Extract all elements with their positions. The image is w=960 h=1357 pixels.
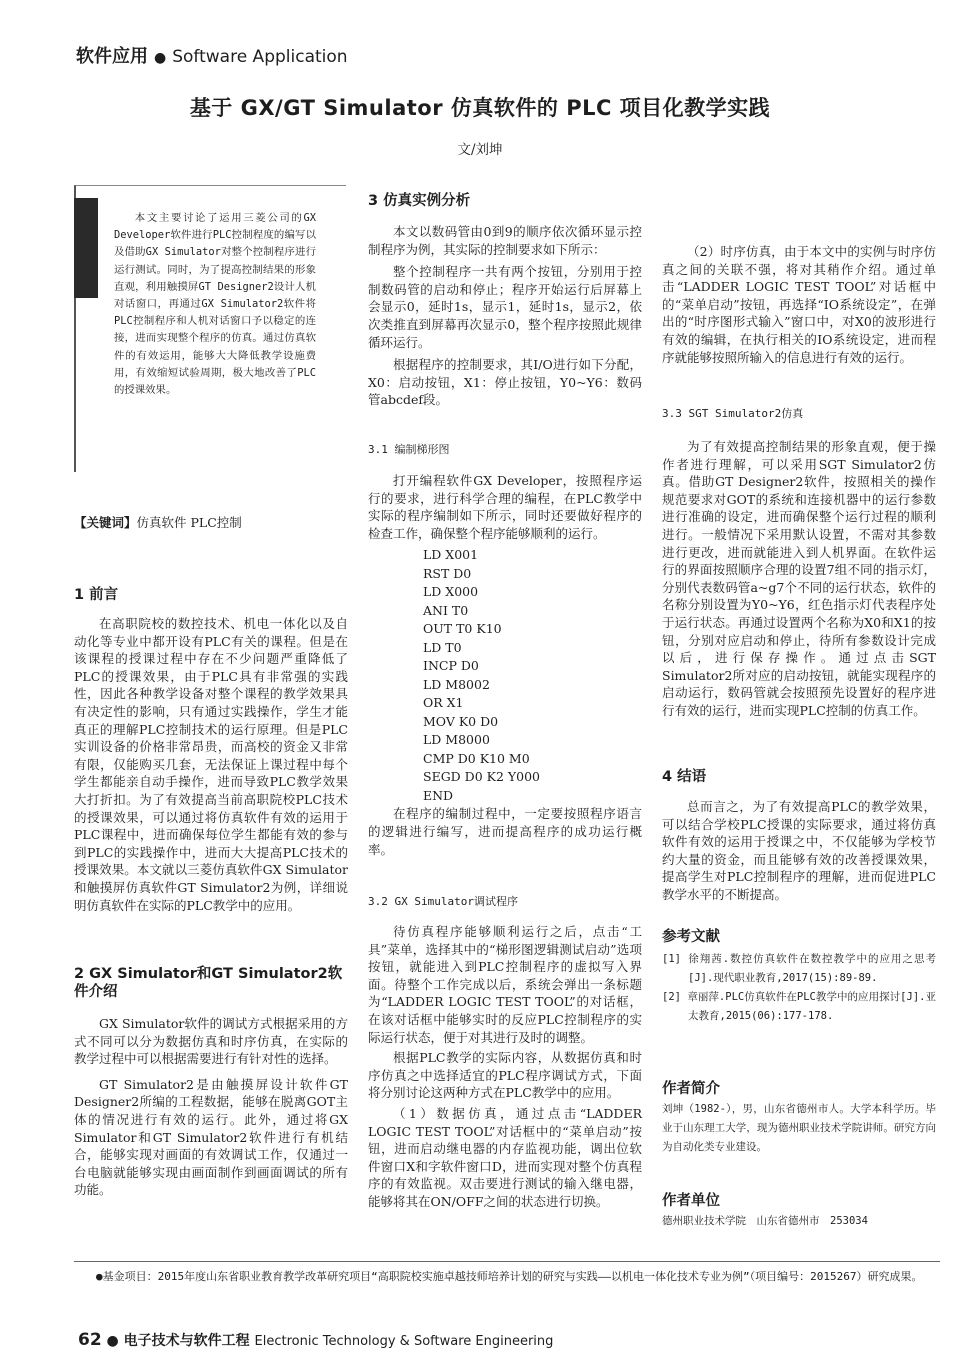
heading-s32: 3.2 GX Simulator调试程序 [368,895,518,908]
journal-name-cn: 电子技术与软件工程 [123,1333,250,1349]
code-line: SEGD D0 K2 Y000 [423,769,540,785]
code-line: ANI T0 [423,602,469,618]
code-line: INCP D0 [423,658,479,674]
paragraph: 待仿真程序能够顺利运行之后，点击“工具”菜单，选择其中的“梯形图逻辑测试启动”选项按钮，就能进入到PLC控制程序的虚拟写入界面。待整个工作完成以后，系统会弹出一条标题为“LADDER LOGIC TEST TOOL”的对话框，在该对话框中能够实时的反应PLC控制程序的实际运行状态，便于对其进行及时的调整。 [368,924,642,1045]
paragraph: （1）数据仿真，通过点击“LADDER LOGIC TEST TOOL”对话框中的“菜单启动”按钮，进而启动继电器的内存监视功能，调出位软件窗口X和字软件窗口D，进而实现对整个仿真程序的有效监视。双击要进行测试的输入继电器，能够将其在ON/OFF之间的状态进行切换。 [368,1105,642,1209]
s32-body-cont [662,243,936,366]
s32-body [368,923,642,1211]
paragraph: 在高职院校的数控技术、机电一体化以及自动化等专业中都开设有PLC有关的课程。但是在该课程的授课过程中存在不少问题严重降低了PLC的授课效果，由于PLC具有非常强的实践性，因此各种教学设备对整个课程的教学效果具有决定性的影响，只有通过实践操作，学生才能真正的理解PLC控制技术的运行原理。但是PLC实训设备的价格非常昂贵，而高校的资金又非常有限，仅能购买几套，无法保证上课过程中每个学生都能亲自动手操作，进而导致PLC教学效果大打折扣。为了有效提高当前高职院校PLC技术的授课效果，可以通过将仿真软件有效的运用于PLC课程中，进而确保每位学生都能有效的参与到PLC的实践操作中，进而大大提高PLC技术的授课效果。本文就以三菱仿真软件GX Simulator和触摸屏仿真软件GT Simulator2为例，详细说明仿真软件在实际的PLC教学中的应用。 [74,616,348,913]
code-line: MOV K0 D0 [423,713,499,729]
keywords-label: 【关键词】 [74,515,137,530]
s2-body [74,1015,348,1199]
paragraph: 本文以数码管由0到9的顺序依次循环显示控制程序为例，其实际的控制要求如下所示： [368,224,642,257]
reference-item: [1] 徐翔茜.数控仿真软件在数控教学中的应用之思考[J].现代职业教育,2017(15):89-89. [662,953,936,984]
keywords [74,513,242,531]
s33-body [662,438,936,720]
paragraph: 为了有效提高控制结果的形象直观，便于操作者进行理解，可以采用SGT Simulator2仿真。借助GT Designer2软件，按照相关的操作规范要求对GOT的系统和连接机器中的运行参数进行准确的设定，进而确保整个运行过程的顺利进行。一般情况下采用默认设置，不需对其参数进行更改，进而就能进入到人机界面。在软件运行的界面按照顺序合理的设置7组不同的指示灯，分别代表数码管a~g7个不同的运行状态，软件的名称分别设置为Y0~Y6，红色指示灯代表程序处于运行状态。再通过设置两个名称为X0和X1的按钮，分别对应启动和停止，待所有参数设计完成以后，进行保存操作。通过点击SGT Simulator2所对应的启动按钮，就能实现程序的启动运行，数码管就会按照预先设置好的程序进行有效的运行，进而实现PLC控制的仿真工作。 [662,439,936,718]
author-bio [662,1100,936,1157]
s3-body [368,223,642,409]
paragraph: 总而言之，为了有效提高PLC的教学效果，可以结合学校PLC授课的实际要求，通过将仿真软件有效的运用于授课之中，不仅能够为学校节约大量的资金，而且能够有效的改善授课效果，提高学生对PLC控制程序的理解，进而促进PLC教学水平的不断提高。 [662,799,936,902]
code-line: CMP D0 K10 M0 [423,750,530,766]
fund-note: ●基金项目：2015年度山东省职业教育教学改革研究项目“高职院校实施卓越技师培养计划的研究与实践——以机电一体化技术专业为例”（项目编号：2015267）研究成果。 [96,1270,923,1283]
article-title: 基于 GX/GT Simulator 仿真软件的 PLC 项目化教学实践 [189,96,771,120]
s31-body [368,472,642,858]
section-name-en: Software Application [172,47,348,67]
keywords-text: 仿真软件 PLC控制 [136,515,242,530]
paragraph: 在程序的编制过程中，一定要按照程序语言的逻辑进行编写，进而提高程序的成功运行概率。 [368,806,642,857]
paragraph: 根据程序的控制要求，其I/O进行如下分配，X0：启动按钮，X1：停止按钮，Y0~Y6：数码管abcdef段。 [368,357,642,408]
bullet-icon: ● [154,50,167,66]
code-line: LD M8002 [423,676,490,692]
heading-s3: 3 仿真实例分析 [368,193,471,209]
paragraph: GX Simulator软件的调试方式根据采用的方式不同可以分为数据仿真和时序仿真，在实际的教学过程中可以根据需要进行有针对性的选择。 [74,1016,348,1067]
author-bio-heading: 作者简介 [662,1081,720,1097]
page-footer [78,1330,553,1350]
code-line: END [423,787,454,803]
affiliation [662,1212,936,1231]
heading-s31: 3.1 编制梯形图 [368,443,450,456]
heading-s4: 4 结语 [662,769,707,785]
article-author: 文/刘坤 [457,142,503,158]
paragraph: 打开编程软件GX Developer，按照程序运行的要求，进行科学合理的编程，在PLC教学中实际的程序编制如下所示，同时还要做好程序的检查工作，确保整个程序能够顺利的运行。 [368,473,642,541]
references-heading: 参考文献 [662,929,720,945]
abstract: 本文主要讨论了运用三菱公司的GX Developer软件进行PLC控制程度的编写以及借助GX Simulator对整个控制程序进行运行测试。同时，为了提高控制结果的形象直观，利用触摸屏GT Designer2设计人机对话窗口，再通过GX Simulator2软件将PLC控制程序和人机对话窗口予以稳定的连接，进而实现整个程序的仿真。通过仿真软件的有效运用，能够大大降低教学设施费用，有效缩短试验周期，极大地改善了PLC的授课效果。 [114,212,316,397]
references-list [662,950,936,1026]
s4-body [662,798,936,904]
heading-s33: 3.3 SGT Simulator2仿真 [662,407,804,420]
page-number: 62 [78,1330,102,1350]
author-bio-text: 刘坤（1982-），男，山东省德州市人。大学本科学历。毕业于山东理工大学，现为德州职业技术学院讲师。研究方向为自动化类专业建设。 [662,1103,936,1153]
section-name-cn: 软件应用 [76,46,148,67]
code-line: LD M8000 [423,732,490,748]
code-listing [368,546,642,805]
journal-name-en: Electronic Technology & Software Engineering [254,1334,554,1349]
s1-body [74,615,348,914]
code-line: OR X1 [423,695,464,711]
code-line: OUT T0 K10 [423,621,502,637]
heading-s1: 1 前言 [74,587,119,603]
abstract-tab [74,198,98,298]
footer-divider [74,1261,940,1262]
paragraph: （2）时序仿真，由于本文中的实例与时序仿真之间的关联不强，将对其稍作介绍。通过单击“LADDER LOGIC TEST TOOL”对话框中的“菜单启动”按钮，再选择“IO系统设定”，在弹出的“时序图形式输入”窗口中，对X0的波形进行有效的编辑，在执行相关的IO系统设定，进而程序就能够按照所输入的信息进行有效的运行。 [662,244,936,365]
paragraph: 根据PLC教学的实际内容，从数据仿真和时序仿真之中选择适宜的PLC程序调试方式，下面将分别讨论这两种方式在PLC教学中的应用。 [368,1050,642,1101]
bullet-icon: ● [106,1333,119,1349]
paragraph: 整个控制程序一共有两个按钮，分别用于控制数码管的启动和停止；程序开始运行后屏幕上会显示0，延时1s，显示1，延时1s，显示2，依次类推直到屏幕再次显示0，整个程序按照此规律循环运行。 [368,264,642,350]
code-line: LD T0 [423,639,462,655]
code-line: RST D0 [423,565,472,581]
affiliation-heading: 作者单位 [662,1193,720,1209]
paragraph: GT Simulator2是由触摸屏设计软件GT Designer2所编的工程数据，能够在脱离GOT主体的情况进行有效的运行。此外，通过将GX Simulator和GT Simulator2软件进行有机结合，能够实现对画面的有效调试工作，仅通过一台电脑就能够实现由画面制作到画面调试的所有功能。 [74,1076,348,1198]
code-line: LD X001 [423,547,479,563]
affiliation-text: 德州职业技术学院 山东省德州市 253034 [662,1215,868,1227]
heading-s2: 2 GX Simulator和GT Simulator2软件介绍 [74,966,343,1000]
section-header [76,42,348,68]
code-line: LD X000 [423,584,479,600]
reference-item: [2] 章丽萍.PLC仿真软件在PLC教学中的应用探讨[J].亚太教育,2015(06):177-178. [662,991,936,1022]
